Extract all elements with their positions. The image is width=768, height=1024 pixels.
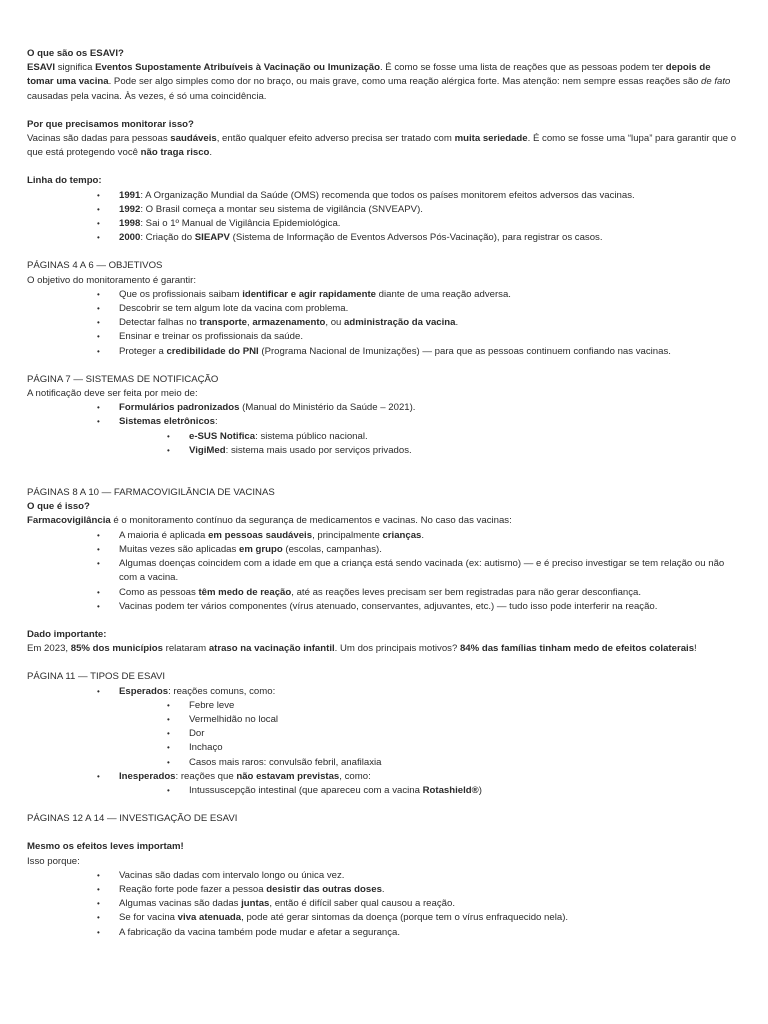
bullet-icon: • — [97, 870, 100, 880]
bullet-icon: • — [97, 219, 100, 229]
text-run: : sistema mais usado por serviços privados. — [225, 444, 412, 456]
bullet-icon: • — [167, 729, 170, 739]
list-item — [27, 529, 739, 543]
text-run: , — [246, 317, 253, 329]
bold-text: 1998 — [119, 218, 141, 230]
list-item-text — [189, 445, 412, 456]
list-item — [27, 897, 739, 911]
farmaco-question: O que é isso? — [27, 501, 90, 513]
bold-text: Eventos Supostamente Atribuíveis à Vacinação ou Imunização — [95, 62, 380, 74]
text-run: Proteger a — [119, 345, 167, 357]
list-item-text — [119, 204, 423, 215]
list-item — [27, 557, 739, 585]
section-title-farmaco: PÁGINAS 8 A 10 — FARMACOVIGILÂNCIA DE VACINAS — [27, 487, 275, 499]
bullet-icon: • — [167, 757, 170, 767]
bold-text: viva atenuada — [177, 912, 242, 924]
section-title-timeline: Linha do tempo: — [27, 175, 102, 187]
list-item — [27, 316, 739, 330]
objetivos-intro: O objetivo do monitoramento é garantir: — [27, 274, 197, 286]
investigacao-intro: Isso porque: — [27, 855, 80, 867]
text-run: : Criação do — [140, 232, 195, 244]
text-run: Vacinas são dadas para pessoas — [27, 133, 171, 145]
list-item-text — [119, 601, 657, 612]
bold-text: crianças — [382, 529, 422, 541]
bold-text: 84% das famílias tinham medo de efeitos colaterais — [459, 643, 695, 655]
bullet-icon: • — [167, 785, 170, 795]
tipos-sublist-esperados — [27, 699, 739, 770]
bullet-icon: • — [97, 417, 100, 427]
text-run: : sistema público nacional. — [255, 430, 368, 442]
notificacao-sublist — [27, 430, 739, 458]
list-item — [27, 444, 739, 458]
list-item — [27, 189, 739, 203]
list-item-text — [119, 232, 603, 243]
bullet-icon: • — [167, 743, 170, 753]
list-item — [27, 600, 739, 614]
list-item-text — [119, 331, 303, 342]
text-run: : reações comuns, como: — [168, 685, 276, 697]
bullet-icon: • — [97, 587, 100, 597]
list-item-text — [119, 346, 671, 357]
bullet-icon: • — [97, 318, 100, 328]
list-item — [27, 713, 739, 727]
bullet-icon: • — [97, 304, 100, 314]
list-item-text — [119, 218, 340, 229]
notificacao-intro: A notificação deve ser feita por meio de: — [27, 388, 198, 400]
list-item — [27, 302, 739, 316]
text-run: . — [381, 883, 385, 895]
investigacao-list — [27, 869, 739, 940]
text-run: significa — [55, 62, 96, 74]
farmaco-paragraph — [27, 514, 739, 528]
list-item — [27, 926, 739, 940]
text-run: , principalmente — [312, 529, 383, 541]
bullet-icon: • — [97, 190, 100, 200]
text-run: (Programa Nacional de Imunizações) — para que as pessoas continuem confiando nas vacinas. — [258, 345, 671, 357]
text-run: Que os profissionais saibam — [119, 288, 243, 300]
bullet-icon: • — [97, 686, 100, 696]
text-run: Se for vacina — [119, 912, 178, 924]
text-run: Vacinas são dadas com intervalo longo ou única vez. — [119, 869, 345, 881]
text-run: , ou — [325, 317, 345, 329]
section-title-investigacao: PÁGINAS 12 A 14 — INVESTIGAÇÃO DE ESAVI — [27, 813, 238, 825]
bullet-icon: • — [97, 289, 100, 299]
list-item-text — [119, 927, 400, 938]
bullet-icon: • — [97, 771, 100, 781]
list-item-text — [119, 912, 568, 923]
bold-text: Inesperados — [119, 770, 176, 782]
bold-text: administração da vacina — [344, 317, 456, 329]
section-title-tipos: PÁGINA 11 — TIPOS DE ESAVI — [27, 671, 166, 683]
bullet-icon: • — [97, 601, 100, 611]
bullet-icon: • — [97, 884, 100, 894]
list-item — [27, 345, 739, 359]
bold-text: Farmacovigilância — [27, 515, 111, 527]
list-item — [27, 685, 739, 699]
text-run: Como as pessoas — [119, 586, 199, 598]
bold-text: Sistemas eletrônicos — [119, 416, 215, 428]
text-run: é o monitoramento contínuo da segurança de medicamentos e vacinas. No caso das vacinas: — [110, 515, 512, 527]
bullet-icon: • — [167, 714, 170, 724]
list-item-text — [119, 303, 348, 314]
bullet-icon: • — [97, 559, 100, 569]
bold-text: armazenamento — [252, 317, 326, 329]
list-item-text: Vermelhidão no local — [189, 713, 279, 725]
text-run: . — [455, 317, 459, 329]
text-run: . — [421, 529, 425, 541]
bullet-icon: • — [97, 544, 100, 554]
bullet-icon: • — [167, 445, 170, 455]
bold-text: saudáveis — [170, 133, 217, 145]
document-page — [27, 47, 739, 940]
text-run: Reação forte pode fazer a pessoa — [119, 883, 267, 895]
tipos-sublist-inesperados — [27, 784, 739, 798]
esavi-paragraph — [27, 61, 739, 104]
text-run: (Manual do Ministério da Saúde – 2021). — [239, 402, 416, 414]
italic-text: de fato — [701, 76, 731, 88]
bold-text: ESAVI — [27, 62, 56, 74]
bold-text: identificar e agir rapidamente — [242, 288, 377, 300]
text-run: , até as reações leves precisam ser bem registradas para não gerar desconfiança. — [291, 586, 642, 598]
list-item-text — [189, 785, 482, 796]
text-run: Descobrir se tem algum lote da vacina com problema. — [119, 303, 349, 315]
bullet-icon: • — [97, 346, 100, 356]
timeline-list — [27, 189, 739, 246]
text-run: : — [214, 416, 218, 428]
list-item-text — [119, 317, 458, 328]
text-run: Intussuscepção intestinal (que apareceu com a vacina — [189, 784, 423, 796]
text-run: Ensinar e treinar os profissionais da saúde. — [119, 331, 303, 343]
text-run: ! — [694, 643, 697, 655]
text-run: Em 2023, — [27, 643, 71, 655]
text-run: . — [209, 147, 213, 159]
bold-text: Rotashield® — [422, 784, 479, 796]
bold-text: 1992 — [119, 203, 141, 215]
text-run: diante de uma reação adversa. — [376, 288, 511, 300]
list-item — [27, 217, 739, 231]
list-item-text — [119, 870, 344, 881]
list-item — [27, 883, 739, 897]
list-item — [27, 911, 739, 925]
list-item-text: Febre leve — [189, 699, 235, 711]
bold-text: muita seriedade — [454, 133, 528, 145]
text-run: (escolas, campanhas). — [282, 543, 382, 555]
bold-text: depois de tomar uma vacina — [27, 62, 711, 88]
list-item-text — [119, 289, 511, 300]
list-item-text — [119, 190, 635, 201]
list-item — [27, 288, 739, 302]
bold-text: VigiMed — [189, 444, 226, 456]
list-item — [27, 770, 739, 784]
bold-text: têm medo de reação — [198, 586, 292, 598]
bold-text: Formulários padronizados — [119, 402, 240, 414]
list-item — [27, 430, 739, 444]
bold-text: e-SUS Notifica — [189, 430, 256, 442]
list-item — [27, 869, 739, 883]
section-title-monitor: Por que precisamos monitorar isso? — [27, 118, 194, 130]
bullet-icon: • — [167, 700, 170, 710]
list-item — [27, 415, 739, 429]
list-item-text — [119, 884, 385, 895]
monitor-paragraph — [27, 132, 739, 160]
text-run: , pode até gerar sintomas da doença (porque tem o vírus enfraquecido nela). — [241, 912, 569, 924]
text-run: ) — [478, 784, 482, 796]
bold-text: não estavam previstas — [236, 770, 340, 782]
text-run: (Sistema de Informação de Eventos Adversos Pós-Vacinação), para registrar os casos. — [229, 232, 603, 244]
section-title-esavi: O que são os ESAVI? — [27, 48, 124, 59]
objetivos-list — [27, 288, 739, 359]
bold-text: 85% dos municípios — [70, 643, 163, 655]
bullet-icon: • — [167, 431, 170, 441]
dado-paragraph — [27, 642, 739, 656]
text-run: causadas pela vacina. Às vezes, é só uma coincidência. — [27, 90, 267, 102]
bold-text: credibilidade do PNI — [166, 345, 259, 357]
list-item-text: Casos mais raros: convulsão febril, anafilaxia — [189, 756, 382, 768]
bold-text: juntas — [241, 898, 270, 910]
list-item — [27, 756, 739, 770]
text-run: . Pode ser algo simples como dor no braço, ou mais grave, como uma reação alérgica forte. Mas atenção: nem sempre essas reações são — [108, 76, 702, 88]
list-item-text — [119, 558, 724, 583]
bullet-icon: • — [97, 233, 100, 243]
investigacao-subtitle: Mesmo os efeitos leves importam! — [27, 841, 184, 853]
list-item — [27, 203, 739, 217]
list-item-text — [119, 544, 382, 555]
list-item-text: Dor — [189, 728, 205, 740]
text-run: Detectar falhas no — [119, 317, 200, 329]
bullet-icon: • — [97, 332, 100, 342]
text-run: A fabricação da vacina também pode mudar e afetar a segurança. — [119, 926, 401, 938]
text-run: : Sai o 1º Manual de Vigilância Epidemiológica. — [140, 218, 341, 230]
bullet-icon: • — [97, 530, 100, 540]
bold-text: Esperados — [119, 685, 169, 697]
list-item-text: Inchaço — [189, 742, 223, 754]
list-item — [27, 543, 739, 557]
bullet-icon: • — [97, 204, 100, 214]
bullet-icon: • — [97, 913, 100, 923]
list-item-text — [119, 587, 641, 598]
text-run: A maioria é aplicada — [119, 529, 209, 541]
text-run: , então qualquer efeito adverso precisa ser tratado com — [216, 133, 455, 145]
bold-text: em grupo — [238, 543, 283, 555]
bold-text: não traga risco — [140, 147, 210, 159]
bold-text: 2000 — [119, 232, 141, 244]
bold-text: desistir das outras doses — [266, 883, 382, 895]
list-item — [27, 784, 739, 798]
list-item-text — [119, 530, 424, 541]
list-item — [27, 727, 739, 741]
text-run: : A Organização Mundial da Saúde (OMS) recomenda que todos os países monitorem efeitos adversos das vacinas. — [140, 189, 635, 201]
list-item — [27, 741, 739, 755]
bold-text: SIEAPV — [194, 232, 230, 244]
text-run: relataram — [162, 643, 209, 655]
text-run: . É como se fosse uma “lupa” para garantir que o que está protegendo você — [27, 133, 737, 159]
section-title-notificacao: PÁGINA 7 — SISTEMAS DE NOTIFICAÇÃO — [27, 373, 219, 385]
text-run: , como: — [339, 770, 371, 782]
list-item-text — [119, 898, 455, 909]
text-run: . É como se fosse uma lista de reações que as pessoas podem ter — [379, 62, 666, 74]
text-run: Algumas vacinas são dadas — [119, 898, 242, 910]
farmaco-list — [27, 529, 739, 614]
bullet-icon: • — [97, 927, 100, 937]
text-run: Vacinas podem ter vários componentes (vírus atenuado, conservantes, adjuvantes, etc.) — tudo isso pode interferir na reação. — [119, 600, 658, 612]
list-item — [27, 330, 739, 344]
list-item — [27, 586, 739, 600]
bold-text: 1991 — [119, 189, 141, 201]
text-run: , então é difícil saber qual causou a reação. — [269, 898, 455, 910]
text-run: . Um dos principais motivos? — [334, 643, 460, 655]
section-title-objetivos: PÁGINAS 4 A 6 — OBJETIVOS — [27, 260, 163, 272]
bold-text: transporte — [199, 317, 247, 329]
list-item — [27, 231, 739, 245]
text-run: Algumas doenças coincidem com a idade em que a criança está sendo vacinada (ex: autismo) — e é preciso investigar se tem relação ou não com a vacina. — [119, 558, 725, 584]
list-item-text — [189, 431, 368, 442]
bold-text: em pessoas saudáveis — [208, 529, 313, 541]
bullet-icon: • — [97, 899, 100, 909]
bullet-icon: • — [97, 403, 100, 413]
text-run: : reações que — [175, 770, 237, 782]
text-run: : O Brasil começa a montar seu sistema de vigilância (SNVEAPV). — [140, 203, 423, 215]
section-title-dado: Dado importante: — [27, 628, 107, 640]
bold-text: atraso na vacinação infantil — [208, 643, 335, 655]
text-run: Muitas vezes são aplicadas — [119, 543, 239, 555]
list-item — [27, 401, 739, 415]
list-item — [27, 699, 739, 713]
